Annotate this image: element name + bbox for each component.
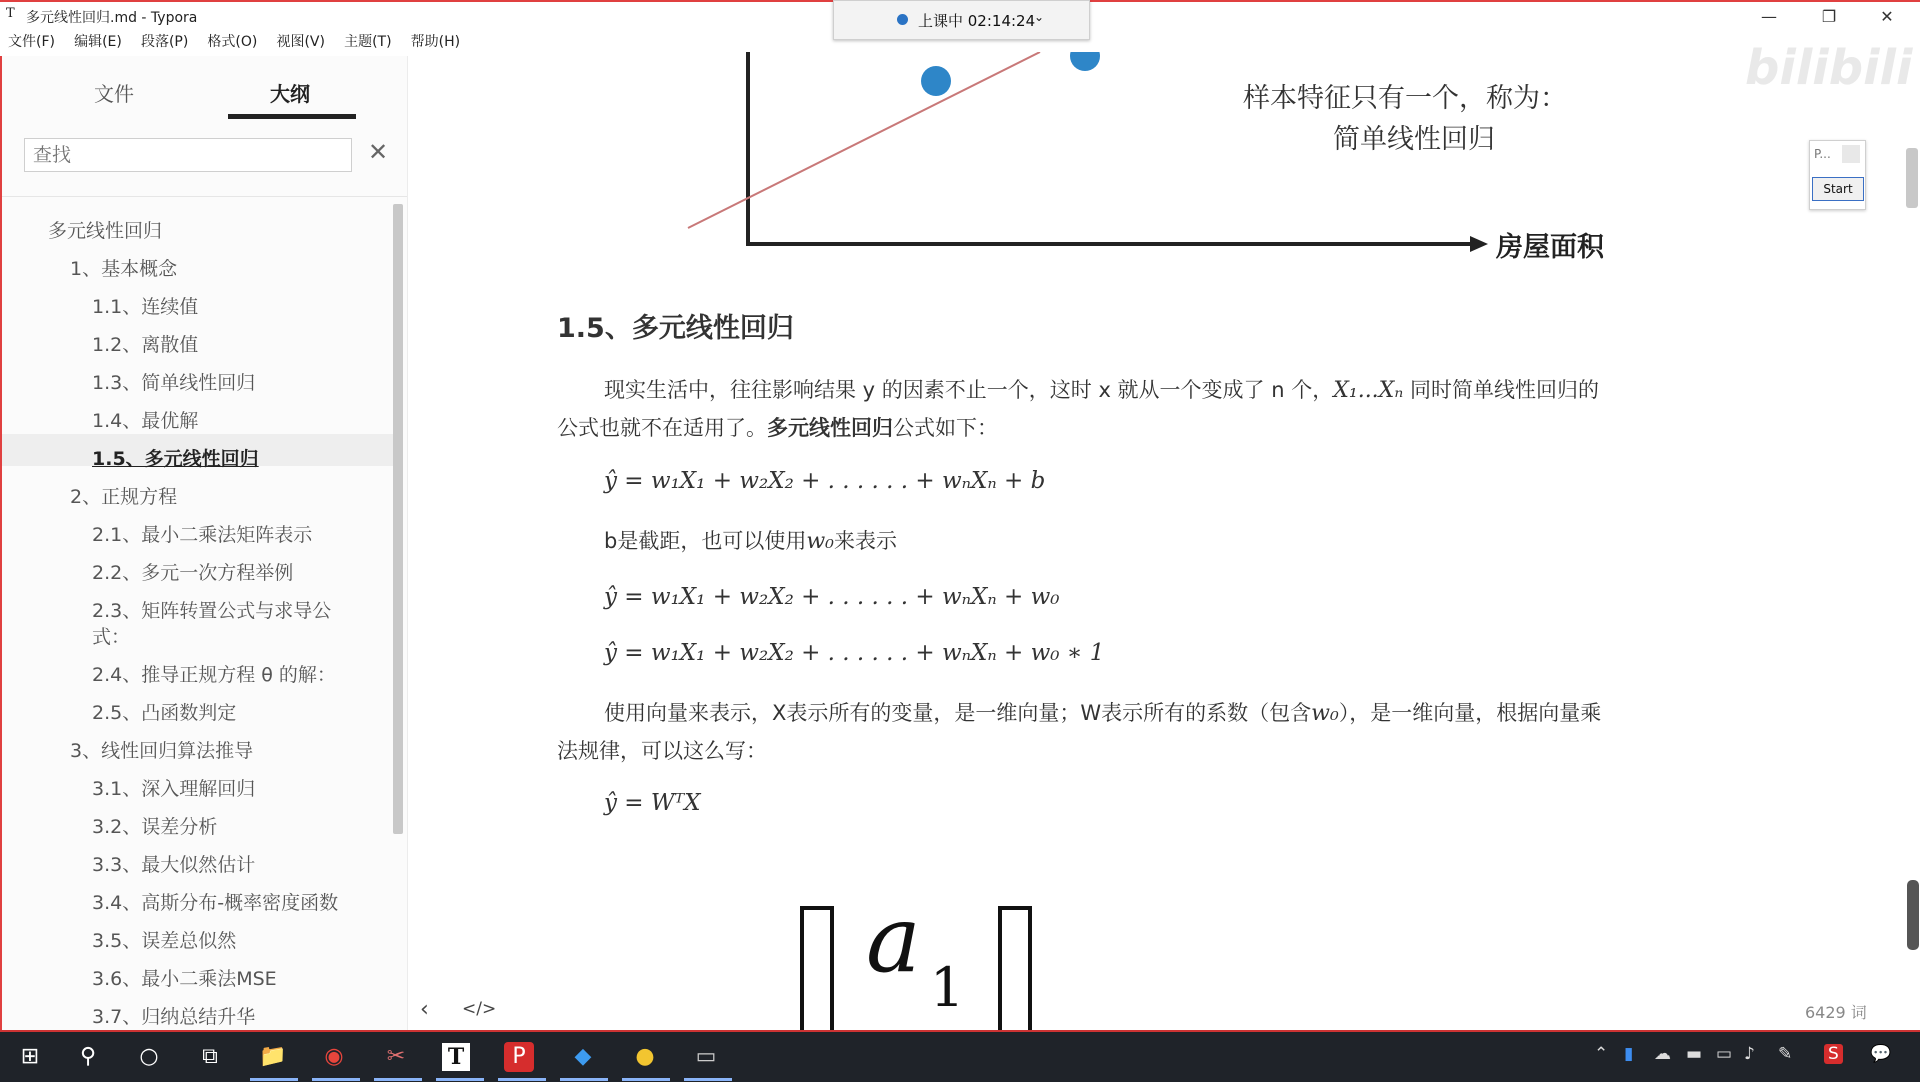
sample-point xyxy=(1070,52,1100,71)
pdf-reader-icon[interactable]: P xyxy=(504,1042,534,1072)
paragraph-text: b是截距，也可以使用 xyxy=(604,529,807,553)
file-explorer-icon[interactable]: 📁 xyxy=(259,1044,287,1069)
outline-item[interactable]: 3.5、误差总似然 xyxy=(92,930,237,952)
outline-item[interactable]: 2.5、凸函数判定 xyxy=(92,702,237,724)
menu-format[interactable]: 格式(O) xyxy=(207,34,258,50)
word-count[interactable]: 6429 词 xyxy=(1805,1003,1867,1022)
formula: ŷ = w₁X₁ + w₂X₂ + . . . . . . + wₙXₙ + w₀ ∗ 1 xyxy=(604,640,1105,666)
paragraph-text: 使用向量来表示，X表示所有的变量，是一维向量；W表示所有的系数（包含 xyxy=(604,701,1312,725)
battery-icon[interactable]: ▬ xyxy=(1686,1044,1703,1064)
recording-timer: 上课中 02:14:24 xyxy=(918,12,1036,30)
outline-item[interactable]: 2.1、最小二乘法矩阵表示 xyxy=(92,524,313,546)
menu-edit[interactable]: 编辑(E) xyxy=(74,34,122,50)
outline-item-active[interactable]: 1.5、多元线性回归 xyxy=(92,448,259,470)
bold-text: 多元线性回归 xyxy=(767,416,893,440)
widget-thumbnail xyxy=(1842,145,1860,163)
inline-math: w₀ xyxy=(1311,701,1339,726)
chart-annotation: 简单线性回归 xyxy=(1333,124,1495,155)
outline-item[interactable]: 3.7、归纳总结升华 xyxy=(92,1006,256,1028)
paragraph: 法规律，可以这么写： xyxy=(557,739,767,763)
watermark: bilibili xyxy=(1745,40,1913,96)
outline-item[interactable]: 3.2、误差分析 xyxy=(92,816,218,838)
paragraph-text: ），是一维向量，根据向量乘 xyxy=(1338,701,1602,725)
matrix-element: a xyxy=(866,886,921,993)
matrix-left-bracket xyxy=(800,906,834,1030)
snipping-tool-icon[interactable]: ✂ xyxy=(386,1044,406,1069)
paragraph xyxy=(604,697,1601,727)
menu-paragraph[interactable]: 段落(P) xyxy=(140,34,189,50)
chevron-left-icon[interactable]: ‹ xyxy=(420,997,429,1022)
outline-item[interactable]: 1、基本概念 xyxy=(70,258,178,280)
outline-item[interactable]: 2.4、推导正规方程 θ 的解： xyxy=(92,664,336,686)
close-button[interactable]: ✕ xyxy=(1880,7,1894,26)
matrix-right-bracket xyxy=(998,906,1032,1030)
volume-icon[interactable]: ♪ xyxy=(1744,1044,1755,1064)
onedrive-icon[interactable]: ☁ xyxy=(1654,1044,1671,1064)
outline-item[interactable]: 1.4、最优解 xyxy=(92,410,199,432)
section-heading: 1.5、多元线性回归 xyxy=(557,313,794,344)
formula: ŷ = w₁X₁ + w₂X₂ + . . . . . . + wₙXₙ + b xyxy=(604,468,1046,494)
paragraph-text: 来表示 xyxy=(834,529,897,553)
regression-line xyxy=(688,52,1040,228)
paragraph-text: 公式如下： xyxy=(893,416,998,440)
outline-item[interactable]: 2.2、多元一次方程举例 xyxy=(92,562,294,584)
minimize-button[interactable]: — xyxy=(1761,7,1777,26)
side-handle[interactable] xyxy=(1907,880,1919,950)
inline-math: X₁...Xₙ xyxy=(1333,378,1404,403)
x-axis-label: 房屋面积 xyxy=(1496,232,1604,263)
search-box xyxy=(24,138,352,172)
menu-help[interactable]: 帮助(H) xyxy=(410,34,461,50)
close-icon[interactable]: ✕ xyxy=(368,138,389,166)
paragraph xyxy=(557,412,998,442)
taskbar xyxy=(0,1030,1920,1082)
paragraph xyxy=(604,374,1599,404)
task-view-icon[interactable]: ⧉ xyxy=(202,1044,218,1069)
inline-math: w₀ xyxy=(806,529,834,554)
main-scrollbar[interactable] xyxy=(1906,148,1918,208)
source-code-toggle-icon[interactable]: </> xyxy=(462,999,497,1019)
typora-icon[interactable]: T xyxy=(442,1043,470,1071)
outline-item-wrap[interactable]: 式： xyxy=(92,626,131,648)
tray-app-icon[interactable]: ▮ xyxy=(1624,1044,1634,1064)
terminal-icon[interactable]: ▭ xyxy=(695,1044,717,1069)
search-input[interactable] xyxy=(25,139,345,171)
active-tab-indicator xyxy=(228,114,356,119)
input-method-icon[interactable]: S xyxy=(1824,1044,1843,1064)
outline-item[interactable]: 3、线性回归算法推导 xyxy=(70,740,254,762)
widget-label: P... xyxy=(1814,147,1831,161)
typora-app-icon: T xyxy=(6,6,15,21)
outline-item[interactable]: 1.3、简单线性回归 xyxy=(92,372,256,394)
formula: ŷ = WᵀX xyxy=(604,790,701,816)
outline-item[interactable]: 3.4、高斯分布-概率密度函数 xyxy=(92,892,339,914)
menu-theme[interactable]: 主题(T) xyxy=(344,34,392,50)
menu-view[interactable]: 视图(V) xyxy=(276,34,325,50)
tab-outline[interactable]: 大纲 xyxy=(270,82,310,106)
outline-item[interactable]: 2.3、矩阵转置公式与求导公 xyxy=(92,600,332,622)
menu-file[interactable]: 文件(F) xyxy=(8,34,55,50)
restore-button[interactable]: ❐ xyxy=(1821,7,1837,26)
cortana-icon[interactable]: ○ xyxy=(139,1044,159,1069)
sidebar xyxy=(0,56,408,1030)
app-icon[interactable]: ◆ xyxy=(574,1044,592,1069)
chart-annotation: 样本特征只有一个，称为： xyxy=(1243,83,1567,114)
paragraph-text: 同时简单线性回归的 xyxy=(1403,378,1599,402)
sample-point xyxy=(921,66,951,96)
outline-item[interactable]: 多元线性回归 xyxy=(48,220,163,242)
window-title: 多元线性回归.md - Typora xyxy=(26,10,198,26)
divider xyxy=(2,196,407,197)
outline-item[interactable]: 2、正规方程 xyxy=(70,486,178,508)
chevron-down-icon[interactable]: ⌄ xyxy=(1034,10,1045,24)
start-button[interactable]: Start xyxy=(1812,177,1864,201)
tray-expand-icon[interactable]: ⌃ xyxy=(1594,1044,1609,1064)
recording-dot-icon xyxy=(897,14,908,25)
tab-files[interactable]: 文件 xyxy=(94,82,134,106)
outline-item[interactable]: 3.6、最小二乘法MSE xyxy=(92,968,277,990)
paragraph-text: 现实生活中，往往影响结果 y 的因素不止一个，这时 x 就从一个变成了 n 个， xyxy=(604,378,1334,402)
notification-icon[interactable]: 💬 xyxy=(1870,1044,1892,1064)
outline-item[interactable]: 1.2、离散值 xyxy=(92,334,199,356)
matrix-subscript: 1 xyxy=(930,956,965,1019)
windows-start-icon[interactable]: ⊞ xyxy=(20,1044,40,1069)
formula: ŷ = w₁X₁ + w₂X₂ + . . . . . . + wₙXₙ + w₀ xyxy=(604,584,1060,610)
chrome-icon[interactable]: ◉ xyxy=(324,1044,344,1069)
network-icon[interactable]: ▭ xyxy=(1716,1044,1733,1064)
search-icon[interactable]: ⚲ xyxy=(79,1044,97,1069)
paragraph-text: 公式也就不在适用了。 xyxy=(557,416,767,440)
sidebar-scrollbar[interactable] xyxy=(393,204,403,834)
outline-item[interactable]: 3.3、最大似然估计 xyxy=(92,854,256,876)
x-axis-arrow-icon xyxy=(1470,236,1488,252)
outline-item[interactable]: 1.1、连续值 xyxy=(92,296,199,318)
app-icon[interactable]: ● xyxy=(635,1044,655,1069)
recording-indicator[interactable] xyxy=(833,0,1090,40)
pen-icon[interactable]: ✎ xyxy=(1778,1044,1793,1064)
paragraph xyxy=(604,525,897,555)
outline-item[interactable]: 3.1、深入理解回归 xyxy=(92,778,256,800)
